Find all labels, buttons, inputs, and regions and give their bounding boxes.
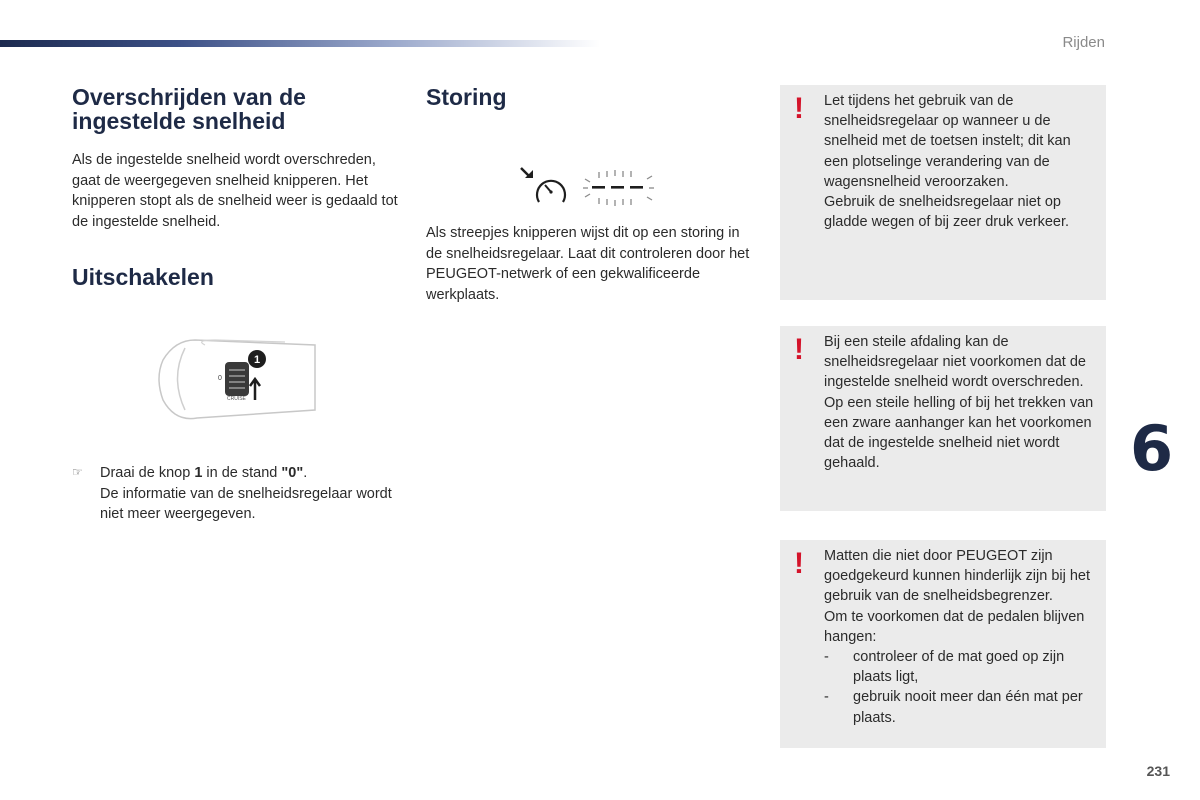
cruise-control-lever-illustration <box>155 330 325 425</box>
warning-note-1 <box>780 85 1106 300</box>
instruction-text-part2: in de stand <box>202 465 282 481</box>
exclamation-icon: ! <box>794 333 804 366</box>
note2-text2: Op een steile helling of bij het trekken van een zware aanhanger kan het voorkomen dat de ingestelde snelheid niet wordt gehaald. <box>824 394 1094 472</box>
instruction-text-part1: Draai de knop <box>100 465 195 481</box>
instruction-text-part3: . <box>303 465 308 481</box>
exclamation-icon: ! <box>794 547 804 580</box>
switch-off-instruction <box>72 463 392 525</box>
lever-position-0: 0 <box>218 375 222 382</box>
lever-switch-label: CRUISE <box>227 396 246 402</box>
note2-text: Bij een steile afdaling kan de snelheidsregelaar niet voorkomen dat de ingestelde snelheid wordt overschreden. <box>824 334 1086 391</box>
note3-list <box>824 647 1098 728</box>
speedometer-dashes-icon <box>515 160 665 215</box>
note3-text: Matten die niet door PEUGEOT zijn goedgekeurd kunnen hinderlijk zijn bij het gebruik van de snelheidsbegrenzer. <box>824 548 1091 605</box>
lever-marker-1: 1 <box>253 354 261 366</box>
overspeed-body: Als de ingestelde snelheid wordt overschreden, gaat de weergegeven snelheid knipperen. Het knipperen stopt als de snelheid weer is gedaald tot de ingestelde snelheid. <box>72 152 398 230</box>
instruction-knob-number: 1 <box>194 465 203 481</box>
section-title-switch-off: Uitschakelen <box>72 264 214 290</box>
instruction-position-value: "0" <box>281 465 304 481</box>
pointing-hand-icon: ☞ <box>72 465 83 479</box>
exclamation-icon: ! <box>794 92 804 125</box>
note1-text2: Gebruik de snelheidsregelaar niet op gladde wegen of bij zeer druk verkeer. <box>824 194 1070 231</box>
note1-text: Let tijdens het gebruik van de snelheidsregelaar op wanneer u de snelheid met de toetsen instelt; dit kan een plotselinge verandering van de wagensnelheid veroorzaken. <box>824 93 1071 190</box>
section-title-malfunction: Storing <box>426 84 507 110</box>
warning-note-2 <box>780 326 1106 511</box>
chapter-number: 6 <box>1130 412 1174 485</box>
instruction-text-line2: De informatie van de snelheidsregelaar wordt niet meer weergegeven. <box>100 485 392 522</box>
section-title-overspeed: Overschrijden van de ingestelde snelheid <box>72 84 306 134</box>
warning-note-3 <box>780 540 1106 748</box>
chapter-title: Rijden <box>1062 34 1105 51</box>
note3-text2: Om te voorkomen dat de pedalen blijven hangen: <box>824 608 1085 645</box>
list-item: - gebruik nooit meer dan één mat per plaats. <box>824 689 1083 726</box>
header-gradient-bar <box>0 40 600 47</box>
malfunction-body: Als streepjes knipperen wijst dit op een storing in de snelheidsregelaar. Laat dit controleren door het PEUGEOT-netwerk of een gekwalificeerde werkplaats. <box>426 225 750 303</box>
page-number: 231 <box>1146 763 1170 779</box>
list-item: - controleer of de mat goed op zijn plaats ligt, <box>824 649 1065 686</box>
